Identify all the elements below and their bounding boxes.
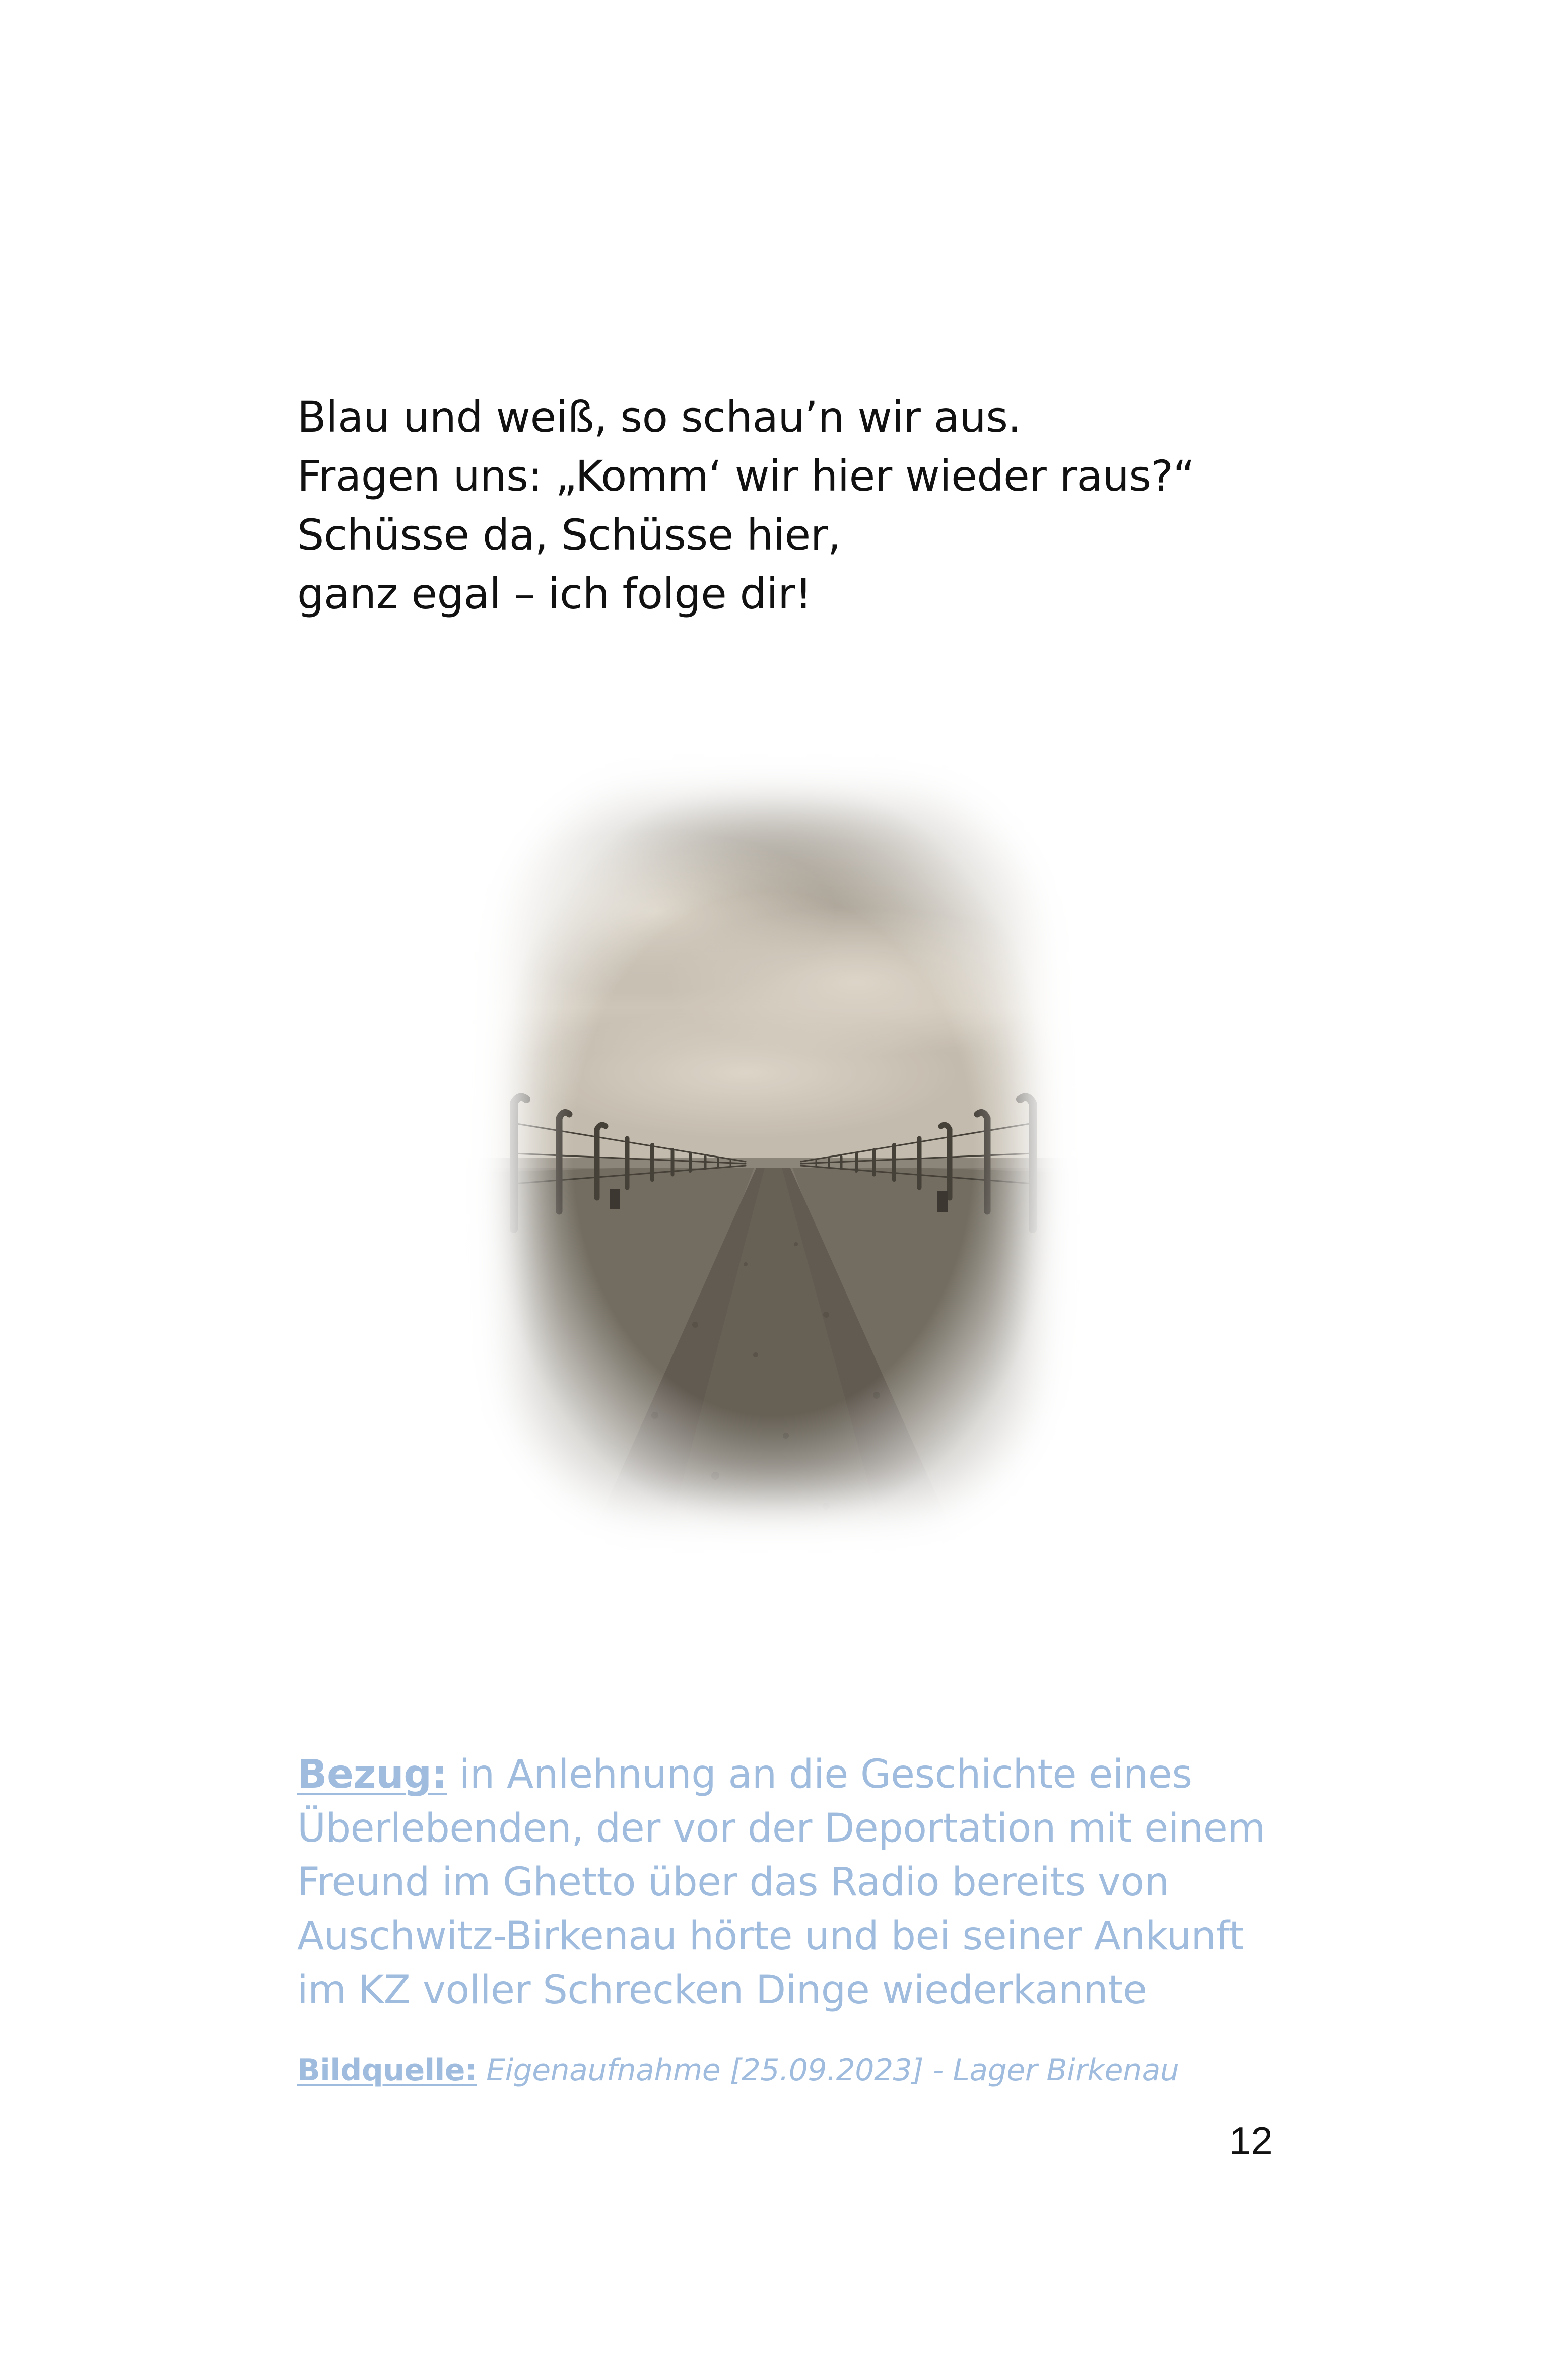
poem-line: Blau und weiß, so schau’n wir aus. (297, 392, 1021, 442)
image-source (297, 2050, 1295, 2090)
camp-road-photo (443, 720, 1103, 1587)
caption-first-line (297, 1748, 1295, 1802)
caption-text: im KZ voller Schrecken Dinge wiederkannte (297, 1967, 1147, 2013)
poem-stanza (297, 388, 1305, 624)
poem-line: ganz egal – ich folge dir! (297, 569, 812, 619)
caption-text: Überlebenden, der vor der Deportation mit einem (297, 1806, 1265, 1851)
reference-caption (297, 1748, 1295, 2017)
image-source-text: Eigenaufnahme [25.09.2023] - Lager Birkenau (477, 2053, 1179, 2088)
reference-label: Bezug: (297, 1752, 447, 1797)
page-number: 12 (1229, 2119, 1273, 2163)
poem-line: Fragen uns: „Komm‘ wir hier wieder raus?“ (297, 451, 1195, 501)
image-source-label: Bildquelle: (297, 2053, 477, 2088)
caption-text: Freund im Ghetto über das Radio bereits von (297, 1860, 1169, 1905)
caption-text: in Anlehnung an die Geschichte eines (447, 1752, 1192, 1797)
caption-text: Auschwitz-Birkenau hörte und bei seiner Ankunft (297, 1914, 1244, 1959)
poem-line: Schüsse da, Schüsse hier, (297, 510, 841, 560)
